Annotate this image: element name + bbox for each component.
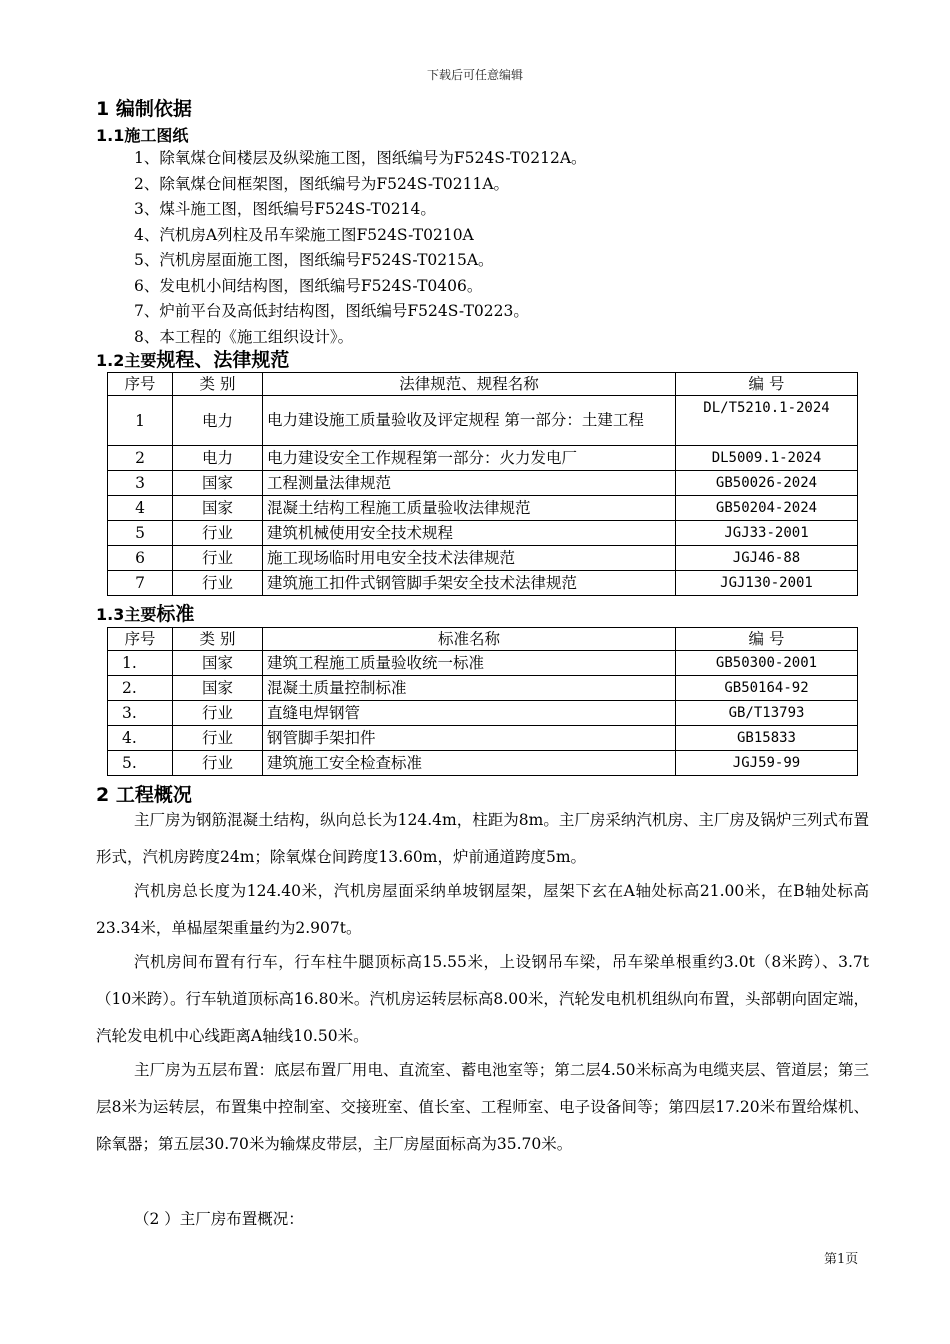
- subsection-note: （2 ）主厂房布置概况：: [134, 1210, 304, 1228]
- row-name: 建筑施工安全检查标准: [263, 751, 676, 776]
- row-name: 直缝电焊钢管: [263, 701, 676, 726]
- drawing-item: 3、煤斗施工图，图纸编号F524S-T0214。: [134, 200, 436, 218]
- row-category: 行业: [173, 546, 263, 571]
- drawing-item: 4、汽机房A列柱及吊车梁施工图F524S-T0210A: [134, 226, 474, 244]
- header-cell: 类 别: [173, 373, 263, 396]
- row-code: JGJ33-2001: [676, 521, 858, 546]
- table-row: [108, 676, 858, 701]
- header-cell: 编 号: [676, 628, 858, 651]
- paragraph: 主厂房为钢筋混凝土结构，纵向总长为124.4m，柱距为8m。主厂房采纳汽机房、主厂房及锅炉三列式布置形式，汽机房跨度24m；除氧煤仓间跨度13.60m，炉前通道跨度5m。: [96, 811, 869, 866]
- row-category: 国家: [173, 676, 263, 701]
- table-row: [108, 726, 858, 751]
- drawing-item: 1、除氧煤仓间楼层及纵梁施工图，图纸编号为F524S-T0212A。: [134, 149, 587, 167]
- row-no: 1: [108, 396, 173, 446]
- row-name: 电力建设安全工作规程第一部分：火力发电厂: [263, 446, 676, 471]
- row-code: GB50204-2024: [676, 496, 858, 521]
- row-code: DL/T5210.1-2024: [676, 396, 858, 446]
- page-number: 第1页: [824, 1252, 859, 1267]
- table-row: [108, 521, 858, 546]
- row-no: 7: [108, 571, 173, 596]
- row-category: 行业: [173, 521, 263, 546]
- row-name: 钢管脚手架扣件: [263, 726, 676, 751]
- header-cell: 标准名称: [263, 628, 676, 651]
- row-code: JGJ59-99: [676, 751, 858, 776]
- row-name: 建筑工程施工质量验收统一标准: [263, 651, 676, 676]
- table-row: [108, 396, 858, 446]
- table-row: [108, 496, 858, 521]
- row-no: 2.: [108, 676, 173, 701]
- subsection-drawings-title: 1.1施工图纸: [96, 126, 189, 145]
- row-no: 2: [108, 446, 173, 471]
- row-category: 行业: [173, 751, 263, 776]
- row-name: 建筑机械使用安全技术规程: [263, 521, 676, 546]
- row-code: DL5009.1-2024: [676, 446, 858, 471]
- header-cell: 类 别: [173, 628, 263, 651]
- row-category: 国家: [173, 651, 263, 676]
- drawing-item: 8、本工程的《施工组织设计》。: [134, 328, 354, 346]
- row-category: 行业: [173, 726, 263, 751]
- row-category: 电力: [173, 446, 263, 471]
- table-row: [108, 471, 858, 496]
- table-header-row: [108, 373, 858, 396]
- section2-title: 2 工程概况: [96, 784, 192, 806]
- section1-title: 1 编制依据: [96, 98, 192, 120]
- subsection-regulations-title: [96, 350, 289, 371]
- table-row: [108, 651, 858, 676]
- row-category: 行业: [173, 571, 263, 596]
- drawing-item: 7、炉前平台及高低封结构图，图纸编号F524S-T0223。: [134, 302, 529, 320]
- row-code: GB/T13793: [676, 701, 858, 726]
- title-prefix: 1.2主要: [96, 351, 157, 370]
- row-code: JGJ130-2001: [676, 571, 858, 596]
- drawing-item: 5、汽机房屋面施工图，图纸编号F524S-T0215A。: [134, 251, 494, 269]
- header-cell: 序号: [108, 373, 173, 396]
- regulations-table: [107, 372, 858, 596]
- row-name: 工程测量法律规范: [263, 471, 676, 496]
- paragraph: 主厂房为五层布置：底层布置厂用电、直流室、蓄电池室等；第二层4.50米标高为电缆夹层、管道层；第三层8米为运转层，布置集中控制室、交接班室、值长室、工程师室、电子设备间等；第四层17.20米布置给煤机、除氧器；第五层30.70米为输煤皮带层，主厂房屋面标高为35.70米。: [96, 1061, 869, 1153]
- row-code: GB15833: [676, 726, 858, 751]
- row-category: 国家: [173, 471, 263, 496]
- row-code: GB50026-2024: [676, 471, 858, 496]
- paragraph: 汽机房总长度为124.40米，汽机房屋面采纳单坡钢屋架，屋架下玄在A轴处标高21.00米，在B轴处标高23.34米，单榀屋架重量约为2.907t。: [96, 882, 869, 937]
- header-cell: 序号: [108, 628, 173, 651]
- title-suffix: 规程、法律规范: [156, 349, 290, 371]
- row-no: 6: [108, 546, 173, 571]
- row-no: 1.: [108, 651, 173, 676]
- subsection-standards-title: [96, 604, 194, 625]
- table-row: [108, 571, 858, 596]
- row-code: GB50300-2001: [676, 651, 858, 676]
- row-no: 3: [108, 471, 173, 496]
- drawing-item: 2、除氧煤仓间框架图，图纸编号为F524S-T0211A。: [134, 175, 510, 193]
- row-category: 电力: [173, 396, 263, 446]
- standards-table: [107, 627, 858, 776]
- row-no: 5: [108, 521, 173, 546]
- title-prefix: 1.3主要: [96, 605, 157, 624]
- table-row: [108, 546, 858, 571]
- row-code: GB50164-92: [676, 676, 858, 701]
- row-category: 国家: [173, 496, 263, 521]
- title-suffix: 标准: [156, 603, 195, 625]
- row-code: JGJ46-88: [676, 546, 858, 571]
- row-name: 施工现场临时用电安全技术法律规范: [263, 546, 676, 571]
- table-row: [108, 751, 858, 776]
- header-note: 下载后可任意编辑: [426, 68, 523, 82]
- row-name: 建筑施工扣件式钢管脚手架安全技术法律规范: [263, 571, 676, 596]
- table-row: [108, 701, 858, 726]
- row-name: 电力建设施工质量验收及评定规程 第一部分：土建工程: [263, 396, 676, 446]
- row-no: 4: [108, 496, 173, 521]
- paragraph: 汽机房间布置有行车，行车柱牛腿顶标高15.55米，上设钢吊车梁，吊车梁单根重约3.0t（8米跨）、3.7t（10米跨）。行车轨道顶标高16.80米。汽机房运转层标高8.00米，汽轮发电机机组纵向布置，头部朝向固定端，汽轮发电机中心线距离A轴线10.50米。: [96, 953, 869, 1045]
- row-name: 混凝土结构工程施工质量验收法律规范: [263, 496, 676, 521]
- row-name: 混凝土质量控制标准: [263, 676, 676, 701]
- table-row: [108, 446, 858, 471]
- row-no: 5.: [108, 751, 173, 776]
- table-header-row: [108, 628, 858, 651]
- header-cell: 法律规范、规程名称: [263, 373, 676, 396]
- drawing-item: 6、发电机小间结构图，图纸编号F524S-T0406。: [134, 277, 483, 295]
- row-no: 4.: [108, 726, 173, 751]
- row-no: 3.: [108, 701, 173, 726]
- header-cell: 编 号: [676, 373, 858, 396]
- row-category: 行业: [173, 701, 263, 726]
